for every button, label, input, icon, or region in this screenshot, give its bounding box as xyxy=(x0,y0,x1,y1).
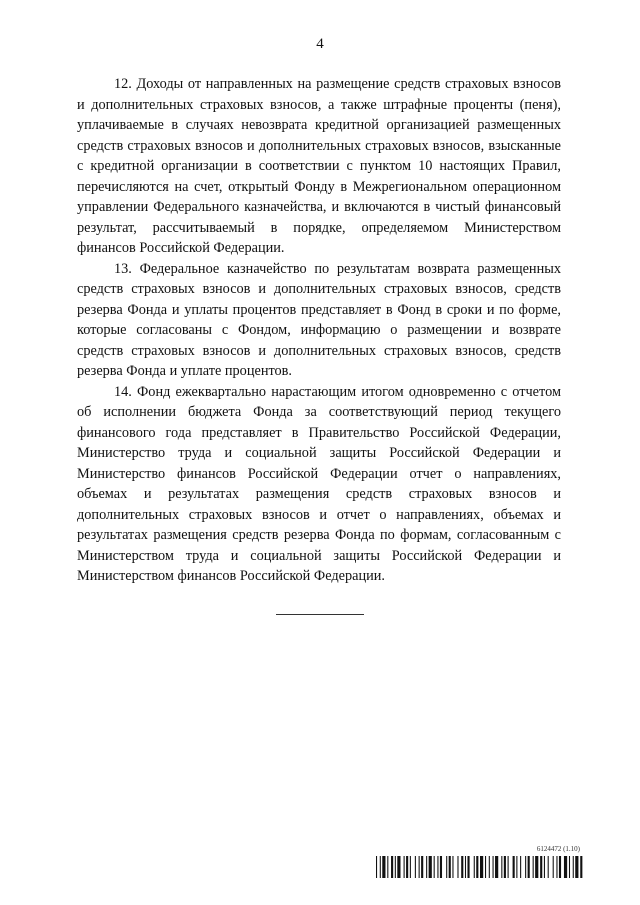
barcode-bar xyxy=(533,856,534,878)
barcode-bar xyxy=(419,856,420,878)
barcode-bar xyxy=(415,856,416,878)
barcode-bar xyxy=(495,856,498,878)
barcode-bar xyxy=(395,856,396,878)
barcode-bar xyxy=(426,856,427,878)
barcode-bar xyxy=(535,856,538,878)
barcode-icon xyxy=(376,856,584,878)
barcode-bar xyxy=(508,856,509,878)
barcode-bar xyxy=(380,856,381,878)
document-code: 6124472 (1.10) xyxy=(536,845,580,853)
barcode-bar xyxy=(397,856,400,878)
barcode-bar xyxy=(520,856,521,878)
barcode-bar xyxy=(410,856,411,878)
barcode-bar xyxy=(580,856,582,878)
barcode-bar xyxy=(553,856,554,878)
barcode-bar xyxy=(376,856,377,878)
barcode-bar xyxy=(504,856,506,878)
barcode-bar xyxy=(548,856,549,878)
barcode-bar xyxy=(485,856,486,878)
barcode-bar xyxy=(575,856,578,878)
barcode-bar xyxy=(382,856,385,878)
barcode-bar xyxy=(489,856,490,878)
barcode-bar xyxy=(437,856,438,878)
barcode-bar xyxy=(421,856,423,878)
end-divider xyxy=(276,614,364,615)
barcode-bar xyxy=(516,856,517,878)
barcode-bar xyxy=(446,856,447,878)
barcode-bar xyxy=(528,856,530,878)
barcode-bar xyxy=(440,856,442,878)
barcode-bar xyxy=(544,856,545,878)
barcode-bar xyxy=(476,856,478,878)
barcode-bar xyxy=(404,856,405,878)
page-number: 4 xyxy=(316,36,324,52)
barcode-bar xyxy=(387,856,388,878)
barcode-bar xyxy=(556,856,557,878)
paragraph-13: 13. Федеральное казначейство по результатам возврата размещенных средств страховых взносов и дополнительных страховых взносов, средств резерва Фонда и уплаты процентов представляет в Фонд в сроки и по форме, которые согласованы с Фондом, информацию о размещении и возврате средств страховых взносов и дополнительных страховых взносов, средств резерва Фонда и уплате процентов. xyxy=(77,260,561,379)
barcode-bar xyxy=(564,856,567,878)
barcode-bar xyxy=(540,856,542,878)
barcode-bar xyxy=(501,856,502,878)
barcode-bar xyxy=(513,856,515,878)
document-body xyxy=(77,74,561,587)
paragraph-12: 12. Доходы от направленных на размещение средств страховых взносов и дополнительных страховых взносов, а также штрафные проценты (пеня), уплачиваемые в случаях невозврата кредитной организацией размещенных средств страховых взносов и дополнительных страховых взносов, взысканные с кредитной организации в соответствии с пунктом 10 настоящих Правил, перечисляются на счет, открытый Фонду в Межрегиональном операционном управлении Федерального казначейства, и включаются в чистый финансовый результат, рассчитываемый в порядке, определяемом Министерством финансов Российской Федерации. xyxy=(77,76,561,256)
barcode-bar xyxy=(434,856,435,878)
barcode-bar xyxy=(467,856,469,878)
barcode-bar xyxy=(573,856,574,878)
barcode-bar xyxy=(461,856,463,878)
barcode-bar xyxy=(465,856,466,878)
barcode-bar xyxy=(391,856,393,878)
barcode-bar xyxy=(457,856,458,878)
barcode-bar xyxy=(559,856,561,878)
barcode-bar xyxy=(525,856,526,878)
paragraph-14: 14. Фонд ежеквартально нарастающим итогом одновременно с отчетом об исполнении бюджета Фонда за соответствующий период текущего финансового года представляет в Правительство Российской Федерации, Министерство труда и социальной защиты Российской Федерации и Министерство финансов Российской Федерации отчет о направлениях, объемах и результатах размещения средств страховых взносов и дополнительных страховых взносов и отчет о направлениях, объемах и результатах размещения средств резерва Фонда по формам, согласованным с Министерством труда и социальной защиты Российской Федерации и Министерством финансов Российской Федерации. xyxy=(77,383,561,584)
barcode-bar xyxy=(452,856,453,878)
barcode-bar xyxy=(449,856,451,878)
barcode-bar xyxy=(493,856,494,878)
barcode-bar xyxy=(429,856,432,878)
barcode-bar xyxy=(474,856,475,878)
barcode-bar xyxy=(569,856,570,878)
barcode-bar xyxy=(406,856,408,878)
barcode-bar xyxy=(480,856,483,878)
